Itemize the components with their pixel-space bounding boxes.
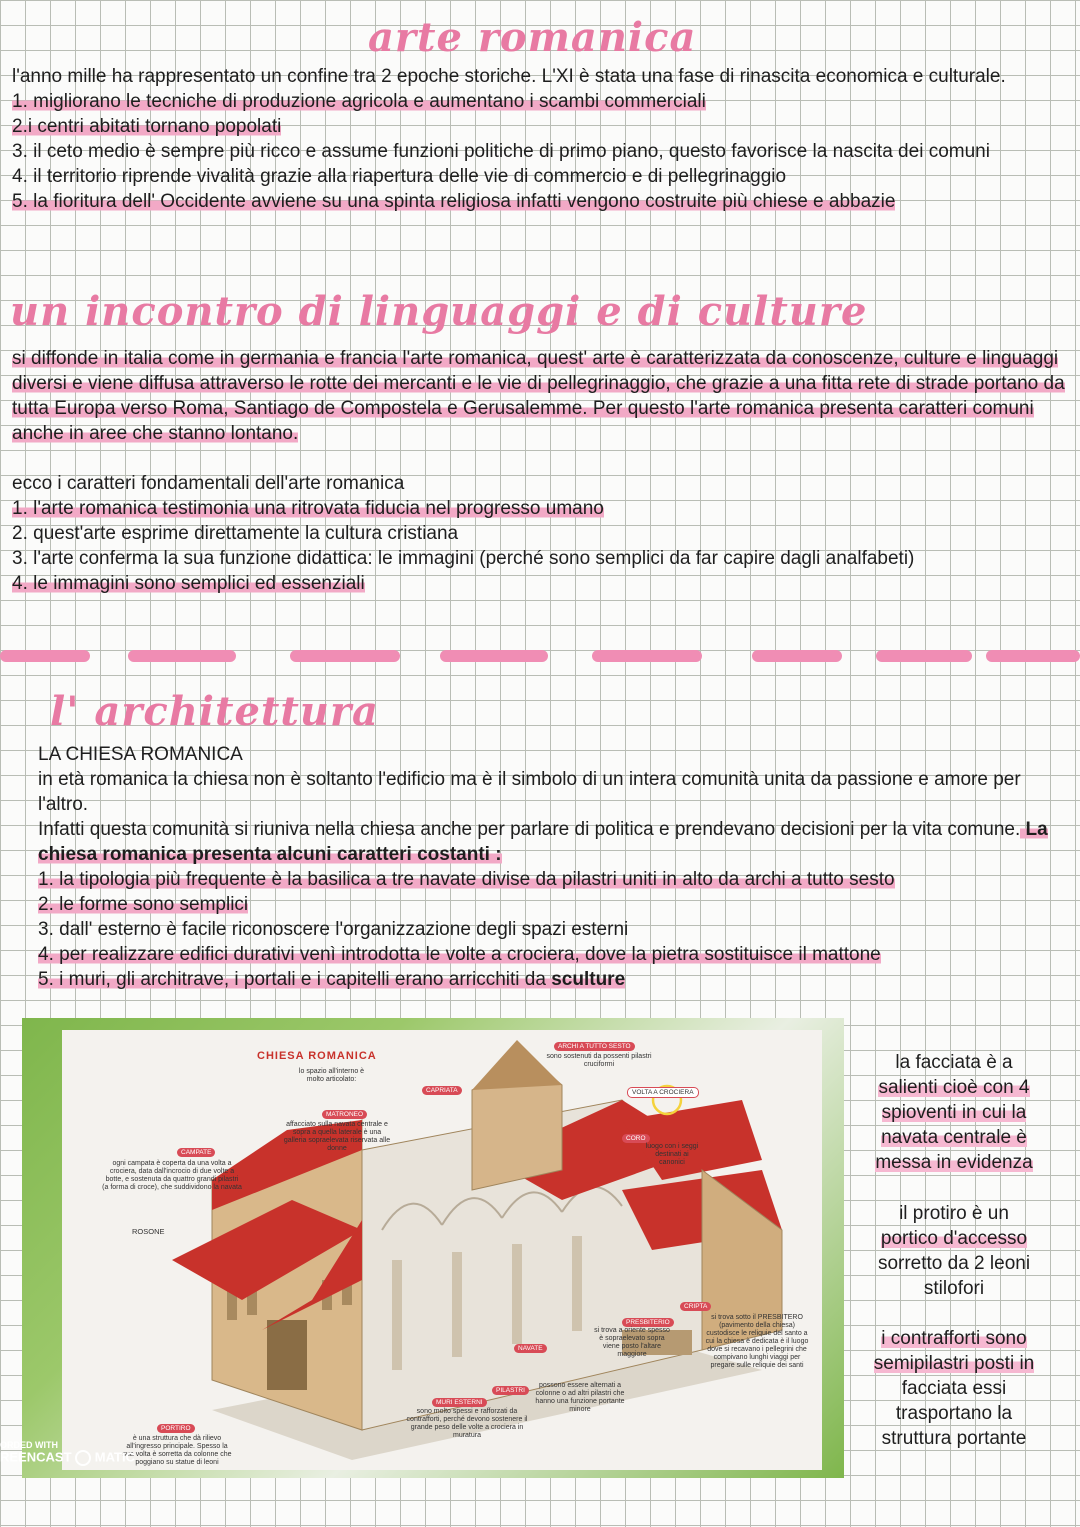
list-item: 5. la fioritura dell' Occidente avviene su una spinta religiosa infatti vengono costruite più chiese e abbazie	[12, 191, 896, 212]
tag-cripta: CRIPTA	[680, 1302, 711, 1311]
paragraph-comunita: in età romanica la chiesa non è soltanto l'edificio ma è il simbolo di un intera comunità unita da passione e amore per l'altro.	[38, 769, 1021, 815]
tag-archi: ARCHI A TUTTO SESTO	[554, 1042, 635, 1051]
screencast-watermark: ORDED WITH REENCAST MATIC	[0, 1440, 135, 1465]
label-archi: sono sostenuti da possenti pilastri cruciformi	[546, 1053, 652, 1068]
screencast-logo-icon	[75, 1450, 91, 1466]
label-spazio: lo spazio all'interno è molto articolato:	[298, 1068, 365, 1083]
tag-capriata: CAPRIATA	[422, 1086, 462, 1095]
list-item: 2. le forme sono semplici	[38, 894, 249, 915]
tag-navate: NAVATE	[514, 1344, 547, 1353]
tag-volta: VOLTA A CROCIERA	[627, 1087, 699, 1098]
list-item: 2.i centri abitati tornano popolati	[12, 116, 282, 137]
tag-presbiterio: PRESBITERIO	[622, 1318, 674, 1327]
tag-muri: MURI ESTERNI	[432, 1398, 487, 1407]
section-body-2	[12, 346, 1076, 596]
list-item: 4. le immagini sono semplici ed essenziali	[12, 573, 365, 594]
label-cripta: si trova sotto il PRESBITERO (pavimento della chiesa) custodisce le reliquie del santo a cui la chiesa è dedicata è il luogo dove si recavano i pellegrini che compivano lunghi viaggi per pregare sulle reliquie dei santi	[705, 1314, 809, 1369]
list-item: 3. dall' esterno è facile riconoscere l'organizzazione degli spazi esterni	[38, 919, 629, 940]
label-muri: sono molto spessi e rafforzati da contrafforti, perché devono sostenere il grande peso delle volte a crociera in muratura	[406, 1408, 528, 1439]
label-portiro: è una struttura che dà rilievo all'ingresso principale. Spesso la sua volta è sorretta da colonne che poggiano su statue di leoni	[122, 1435, 232, 1466]
label-matroneo: affacciato sulla navata centrale e sopra a quella laterale è una galleria sopraelevata riservata alle donne	[283, 1121, 391, 1152]
list-rinascita	[12, 89, 1072, 214]
diagram-title: CHIESA ROMANICA	[257, 1050, 377, 1062]
list-item: 1. la tipologia più frequente è la basilica a tre navate divise da pilastri uniti in alto da archi a tutto sesto	[38, 869, 895, 890]
section-body-1	[12, 64, 1072, 214]
list-caratteri-costanti	[38, 867, 1074, 992]
list-item: 3. l'arte conferma la sua funzione didattica: le immagini (perché sono semplici da far capire dagli analfabeti)	[12, 548, 915, 569]
tag-campate: CAMPATE	[177, 1148, 215, 1157]
tag-portiro: PORTIRO	[157, 1424, 195, 1433]
list-item: 3. il ceto medio è sempre più ricco e assume funzioni politiche di primo piano, questo favorisce la nascita dei comuni	[12, 141, 990, 162]
church-diagram	[22, 1018, 844, 1478]
list-caratteri	[12, 496, 1076, 596]
side-note-contrafforti: i contrafforti sono semipilastri posti in facciata essi trasportano la struttura portante	[873, 1328, 1035, 1449]
list-item: 4. il territorio riprende vivalità grazie alla riapertura delle vie di commercio e di pellegrinaggio	[12, 166, 787, 187]
list-item: 1. migliorano le tecniche di produzione agricola e aumentano i scambi commerciali	[12, 91, 706, 112]
side-note-protiro: il protiro è un portico d'accesso sorretto da 2 leoni stilofori	[877, 1203, 1031, 1299]
paragraph-diffusione: si diffonde in italia come in germania e francia l'arte romanica, quest' arte è caratterizzata da conoscenze, culture e linguaggi diversi e viene diffusa attraverso le rotte dei mercanti e le vie di pellegrinaggio, che grazie a una fitta rete di strade portano da tutta Europa verso Roma, Santiago de Compostela e Gerusalemme. Per questo l'arte romanica presenta caratteri comuni anche in aree che stanno lontano.	[12, 348, 1065, 444]
label-coro: luogo con i seggi destinati ai canonici	[645, 1143, 699, 1166]
label-pilastri: possono essere alternati a colonne o ad altri pilastri che hanno una funzione portante minore	[535, 1382, 625, 1413]
tag-pilastri: PILASTRI	[492, 1386, 529, 1395]
tag-coro: CORO	[622, 1134, 650, 1143]
diagram-canvas	[62, 1030, 822, 1470]
list-item: 5. i muri, gli architrave, i portali e i capitelli erano arricchiti da sculture	[38, 969, 626, 990]
section-title-arte-romanica: arte romanica	[368, 14, 697, 61]
label-presbiterio: si trova a oriente spesso è sopraelevato sopra viene posto l'altare maggiore	[594, 1327, 670, 1358]
subtitle-chiesa-romanica: LA CHIESA ROMANICA	[38, 744, 243, 765]
label-campate: ogni campata è coperta da una volta a crociera, data dall'incrocio di due volte a botte, e sostenuta da quattro grandi pilastri (a forma di croce), che suddividono la navata	[102, 1160, 242, 1191]
list-intro: ecco i caratteri fondamentali dell'arte romanica	[12, 473, 405, 494]
section-title-incontro: un incontro di linguaggi e di culture	[10, 288, 868, 335]
label-rosone: ROSONE	[132, 1227, 165, 1236]
intro-text: l'anno mille ha rappresentato un confine tra 2 epoche storiche. L'XI è stata una fase di rinascita economica e culturale.	[12, 66, 1006, 87]
section-title-architettura: l' architettura	[50, 688, 379, 735]
section-body-3	[38, 742, 1074, 992]
tag-matroneo: MATRONEO	[322, 1110, 367, 1119]
dashed-divider	[0, 650, 1080, 664]
list-item: 4. per realizzare edifici durativi venì introdotta le volte a crociera, dove la pietra sostituisce il mattone	[38, 944, 881, 965]
paragraph-decisioni: Infatti questa comunità si riuniva nella chiesa anche per parlare di politica e prendevano decisioni per la vita comune. La chiesa romanica presenta alcuni caratteri costanti :	[38, 819, 1048, 865]
list-item: 2. quest'arte esprime direttamente la cultura cristiana	[12, 523, 459, 544]
side-note-facciata: la facciata è a salienti cioè con 4 spioventi in cui la navata centrale è messa in evidenza	[875, 1052, 1033, 1173]
list-item: 1. l'arte romanica testimonia una ritrovata fiducia nel progresso umano	[12, 498, 604, 519]
